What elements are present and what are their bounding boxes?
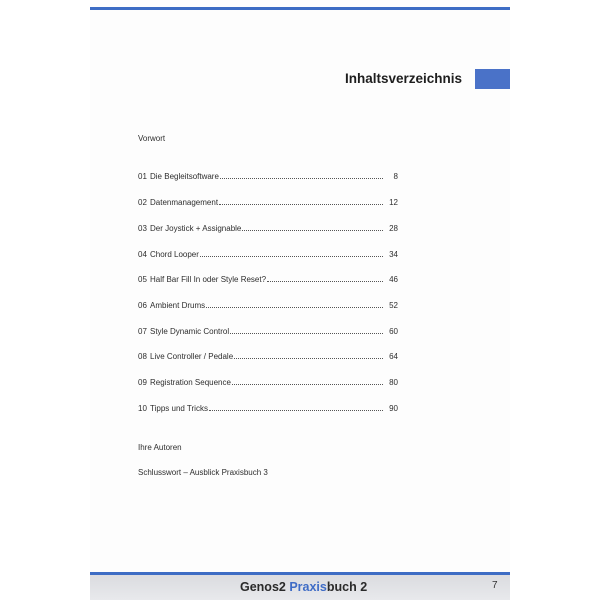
toc-chapter-number: 09 xyxy=(138,378,147,387)
book-page xyxy=(90,0,510,600)
toc-page-number: 80 xyxy=(389,378,398,387)
toc-row xyxy=(138,301,398,313)
preface-entry: Vorwort xyxy=(138,134,166,143)
toc-chapter-title: Registration Sequence xyxy=(150,378,231,387)
toc-entry xyxy=(150,224,384,233)
toc-page-number: 64 xyxy=(389,352,398,361)
footer-title-part2: buch 2 xyxy=(326,580,368,594)
page-number: 7 xyxy=(492,580,498,591)
toc-chapter-title: Chord Looper xyxy=(150,250,199,259)
toc-entry xyxy=(150,327,384,336)
toc-entry xyxy=(150,172,384,181)
toc-leader-dots xyxy=(242,230,383,231)
footer-rule xyxy=(90,572,510,575)
toc-entry xyxy=(150,275,384,284)
toc-chapter-number: 08 xyxy=(138,352,147,361)
toc-leader-dots xyxy=(206,307,383,308)
toc-page-number: 28 xyxy=(389,224,398,233)
toc-chapter-number: 05 xyxy=(138,275,147,284)
toc-chapter-title: Datenmanagement xyxy=(150,198,219,207)
toc-page-number: 34 xyxy=(389,250,398,259)
toc-chapter-number: 02 xyxy=(138,198,147,207)
toc-chapter-title: Live Controller / Pedale xyxy=(150,352,234,361)
toc-page-number: 12 xyxy=(389,198,398,207)
toc-page-number: 52 xyxy=(389,301,398,310)
toc-row xyxy=(138,404,398,416)
title-accent-block xyxy=(475,69,510,89)
toc-leader-dots xyxy=(267,281,383,282)
toc-entry xyxy=(150,198,384,207)
toc-chapter-number: 04 xyxy=(138,250,147,259)
toc-chapter-number: 03 xyxy=(138,224,147,233)
toc-page-number: 90 xyxy=(389,404,398,413)
toc-leader-dots xyxy=(200,256,383,257)
toc-page-number: 60 xyxy=(389,327,398,336)
top-rule xyxy=(90,7,510,10)
toc-chapter-number: 07 xyxy=(138,327,147,336)
authors-entry: Ihre Autoren xyxy=(138,443,182,452)
footer-book-title xyxy=(240,580,368,594)
footer-title-part1: Genos2 xyxy=(240,580,290,594)
toc-chapter-number: 06 xyxy=(138,301,147,310)
footer-title-accent: Praxis xyxy=(289,580,327,594)
toc-chapter-number: 01 xyxy=(138,172,147,181)
toc-chapter-title: Half Bar Fill In oder Style Reset? xyxy=(150,275,267,284)
toc-entry xyxy=(150,301,384,310)
toc-entry xyxy=(150,352,384,361)
toc-leader-dots xyxy=(209,410,383,411)
toc-chapter-title: Die Begleitsoftware xyxy=(150,172,219,181)
toc-row xyxy=(138,275,398,287)
toc-page-number: 46 xyxy=(389,275,398,284)
toc-leader-dots xyxy=(232,384,383,385)
toc-chapter-title: Ambient Drums xyxy=(150,301,206,310)
toc-chapter-title: Tipps und Tricks xyxy=(150,404,208,413)
toc-chapter-title: Der Joystick + Assignable xyxy=(150,224,242,233)
toc-row xyxy=(138,172,398,184)
toc-row xyxy=(138,327,398,339)
page-title: Inhaltsverzeichnis xyxy=(344,71,462,86)
toc-chapter-number: 10 xyxy=(138,404,147,413)
toc-entry xyxy=(150,404,384,413)
toc-row xyxy=(138,352,398,364)
toc-chapter-title: Style Dynamic Control xyxy=(150,327,230,336)
toc-leader-dots xyxy=(230,333,383,334)
toc-row xyxy=(138,250,398,262)
toc-row xyxy=(138,198,398,210)
toc-leader-dots xyxy=(219,204,383,205)
toc-entry xyxy=(150,250,384,259)
toc-leader-dots xyxy=(234,358,383,359)
toc-row xyxy=(138,378,398,390)
epilogue-entry: Schlusswort – Ausblick Praxisbuch 3 xyxy=(138,468,268,477)
toc-entry xyxy=(150,378,384,387)
toc-page-number: 8 xyxy=(393,172,398,181)
toc-row xyxy=(138,224,398,236)
toc-leader-dots xyxy=(220,178,383,179)
